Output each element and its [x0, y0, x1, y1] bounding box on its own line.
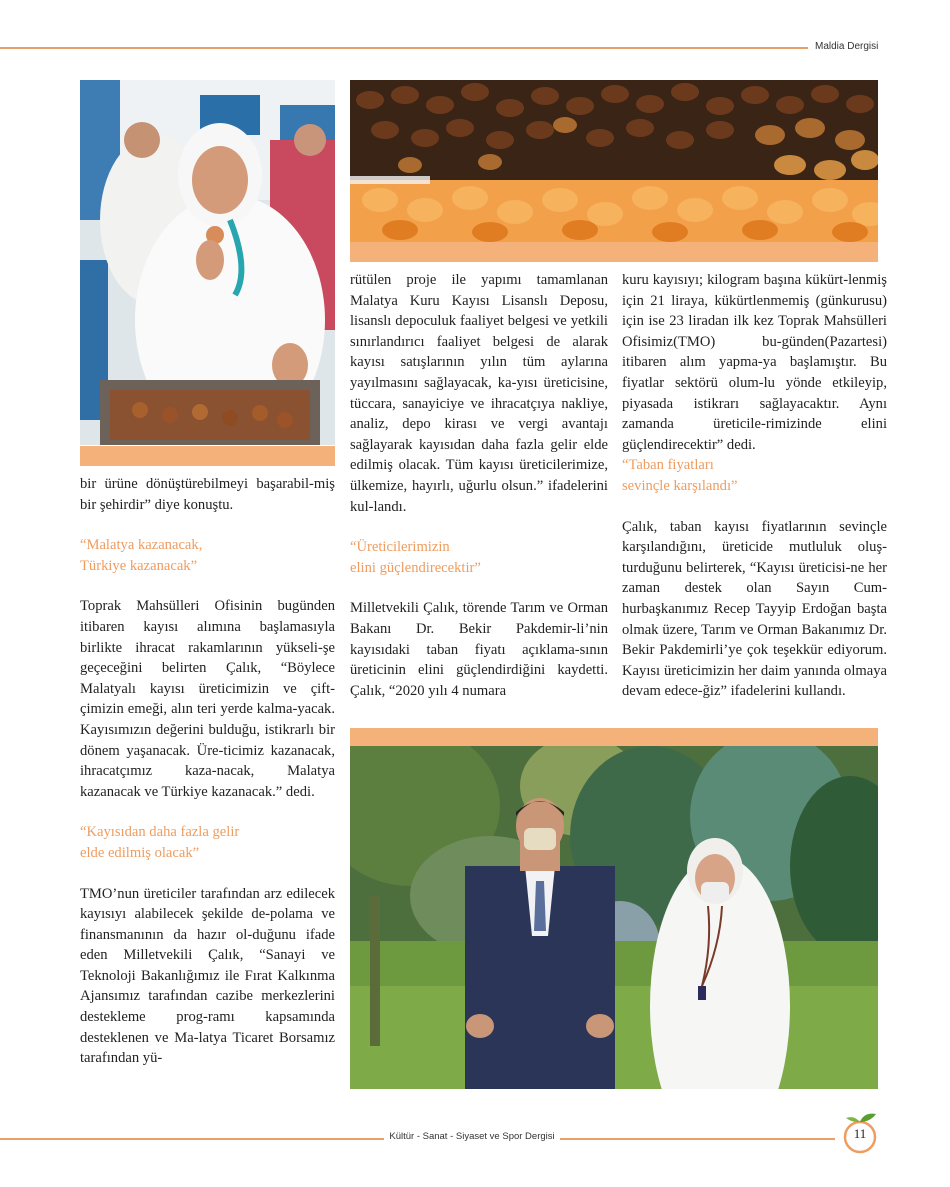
col1-subheading-1-line1: “Malatya kazanacak,: [80, 537, 203, 554]
col2-subheading-1-line2: elini güçlendirecektir”: [350, 559, 481, 576]
footer-tagline: Kültür - Sanat - Siyaset ve Spor Dergisi: [389, 1131, 555, 1142]
magazine-name: Maldia Dergisi: [815, 41, 879, 52]
header-rule: [0, 47, 808, 49]
photo1-accent-strip: [80, 446, 335, 466]
photo-minister-garden-image: [350, 746, 878, 1089]
footer-rule-left: [0, 1138, 384, 1140]
page-number: 11: [853, 1126, 867, 1141]
photo3-accent-strip: [350, 728, 878, 746]
footer-rule-right: [560, 1138, 835, 1140]
photo-dried-apricots: [350, 80, 878, 242]
photo-calik-apricot: [80, 80, 335, 445]
col2-paragraph-1: rütülen proje ile yapımı tamamlanan Malatya Kuru Kayısı Lisanslı Deposu, lisanslı depoculuk faaliyet belgesi ve yetkili sınırlandırıcı faaliyet belgesi de alarak kayısı satışlarının yılın tüm aylarına yayılmasını sağlayacak, ka-yısı üreticisine, tüccara, sanayiciye ve ihracatçıya nakliye, analiz, depo kirası ve vergi avantajı sağlayarak kayısıdan daha fazla gelir elde edilmiş olacak. Tüm kayısı üreticilerimize, ülkemize, hayırlı, uğurlu olsun.” ifadelerini kul-landı.: [350, 272, 608, 515]
col3-paragraph-1: kuru kayısıyı; kilogram başına kükürt-lenmiş için 21 liraya, kükürtlenmemiş (günkurusu) için ise 23 liradan ilk kez Toprak Mahsülleri Ofisimiz(TMO) bu-günden(Pazartesi) itibaren alım yapma-ya başlamıştır. Bu fiyatlar sektörü olum-lu yönde etkileyip, piyasada istikrarı sağlayacaktır. Aynı zamanda üreticile-rimizinde elini güçlendirecektir” dedi.: [622, 272, 887, 453]
text-column-3: [622, 270, 887, 702]
col1-subheading-2-line2: elde edilmiş olacak”: [80, 844, 200, 861]
photo2-accent-strip: [350, 242, 878, 262]
col2-paragraph-2: Milletvekili Çalık, törende Tarım ve Orman Bakanı Dr. Bekir Pakdemir-li’nin kayısıdaki taban fiyatı açıklama-sının üreticinin elini güçlendirdiğini kaydetti. Çalık, “2020 yılı 4 numara: [350, 600, 608, 699]
text-column-2: [350, 270, 608, 701]
text-column-1: [80, 474, 335, 1069]
col3-subheading-1-line1: “Taban fiyatları: [622, 457, 714, 474]
col3-subheading-1-line2: sevinçle karşılandı”: [622, 477, 738, 494]
col3-paragraph-2: Çalık, taban kayısı fiyatlarının sevinçle karşılandığını, üreticide mutluluk oluş-turduğunu belirterek, “Kayısı üreticisi-ne her zaman destek olan Sayın Cum-hurbaşkanımız Recep Tayyip Erdoğan başta olmak üzere, Tarım ve Orman Bakanımız Dr. Bekir Pakdemirli’ye çok teşekkür ediyorum. Kayısı üreticimizin her daim yanında olmaya devam edece-ğiz” ifadelerini kullandı.: [622, 518, 887, 700]
photo-calik-apricot-image: [80, 80, 335, 445]
col2-subheading-1-line1: “Üreticilerimizin: [350, 539, 450, 556]
photo-dried-apricots-image: [350, 80, 878, 242]
col1-paragraph-1: bir ürüne dönüştürebilmeyi başarabil-miş bir şehirdir” diye konuştu.: [80, 476, 335, 513]
photo-minister-garden: [350, 746, 878, 1089]
col1-paragraph-3: TMO’nun üreticiler tarafından arz edilecek kayısıyı alabilecek şekilde de-polama ve finansmanının da hazır ol-duğunu ifade eden Milletvekili Çalık, “Sanayi ve Teknoloji Bakanlığımız ile Fırat Kalkınma Ajansımız tarafından cazibe merkezlerini destekleme prog-ramı kapsamında desteklenen ve Ma-latya Ticaret Borsamız tarafından yü-: [80, 885, 335, 1067]
col1-subheading-2-line1: “Kayısıdan daha fazla gelir: [80, 824, 240, 841]
col1-paragraph-2: Toprak Mahsülleri Ofisinin bugünden itibaren kayısı alımına başlamasıyla birlikte ihracat rakamlarının yükseli-şe geçeceğini belirten Çalık, “Böylece Malatyalı kayısı üreticimizin ve çift-çimizin emeği, alın teri yerde kalma-yacak. Kayısımızın değerini bulduğu, istikrarlı bir dönem yaşanacak. Üre-ticimiz kazanacak, ihracatçımız kaza-nacak, Malatya kazanacak ve Türkiye kazanacak.” dedi.: [80, 598, 335, 800]
col1-subheading-1-line2: Türkiye kazanacak”: [80, 557, 198, 574]
